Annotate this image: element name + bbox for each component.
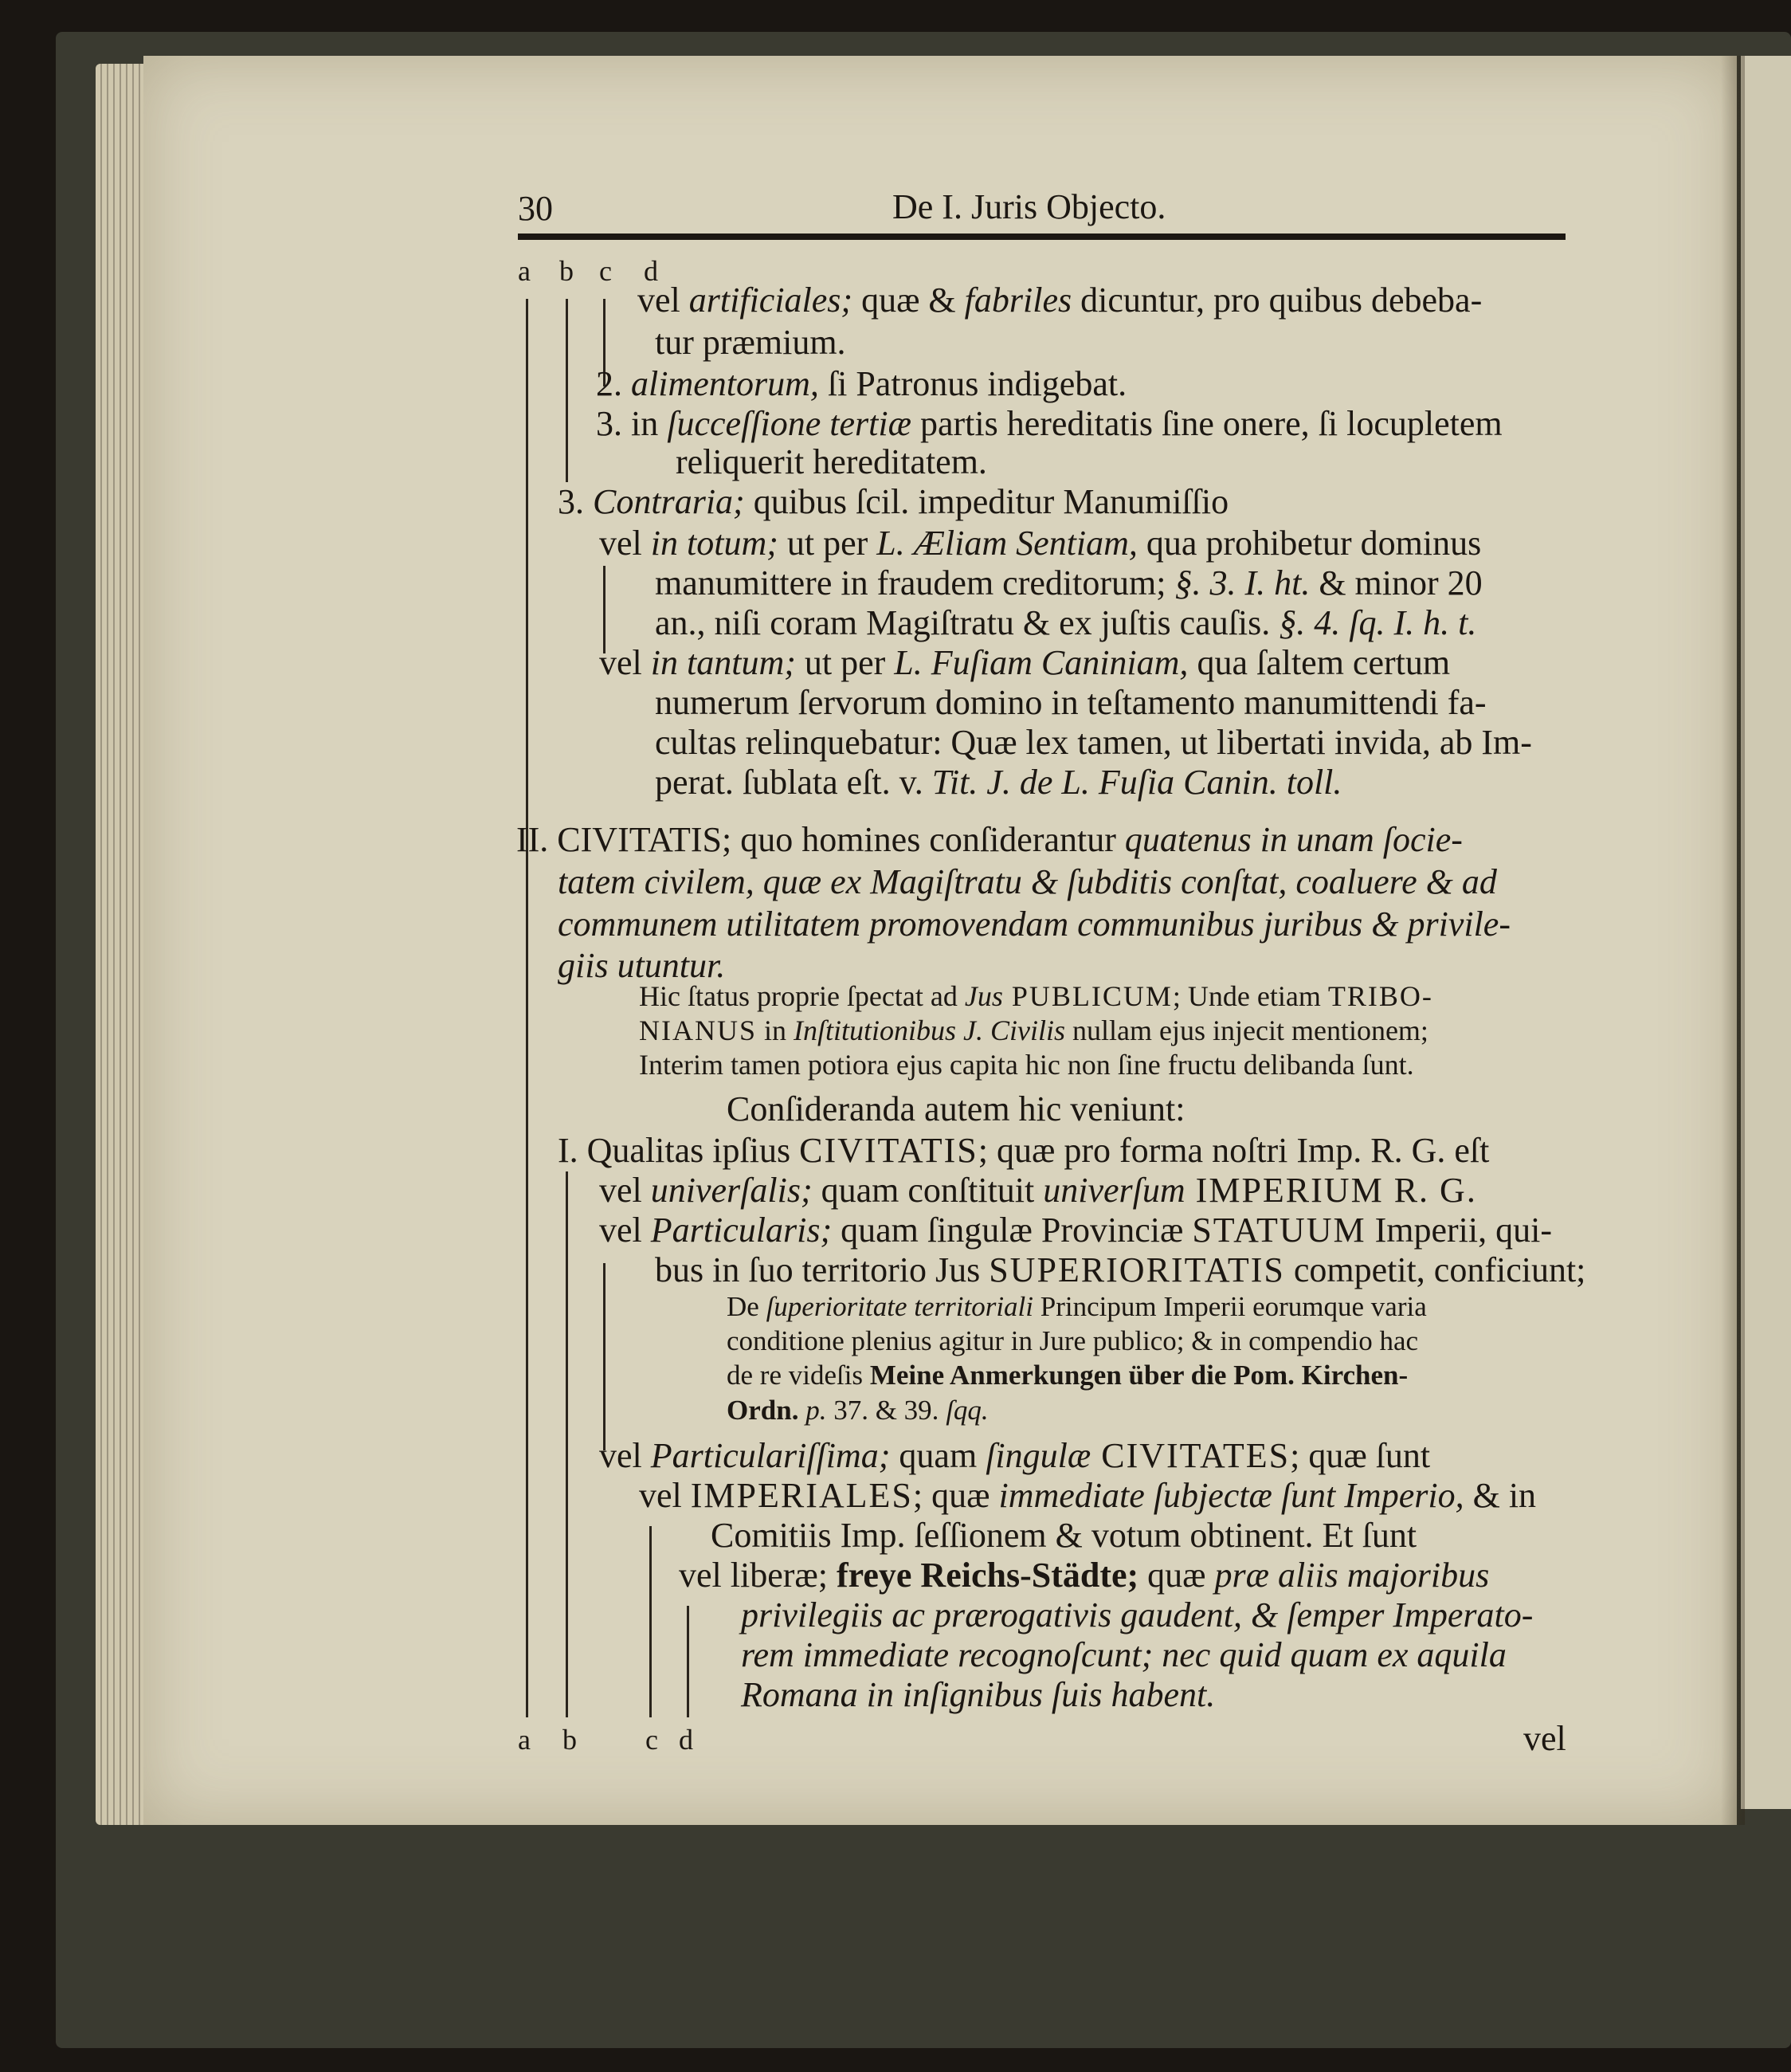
text-segment: univerſum — [1043, 1171, 1186, 1210]
text-line — [727, 1089, 1186, 1128]
text-segment: quam — [890, 1436, 986, 1475]
text-segment: Inſtitutionibus J. Civilis — [794, 1014, 1066, 1046]
text-segment: quibus ſcil. impeditur Manumiſſio — [744, 482, 1229, 521]
text-line — [599, 643, 1451, 682]
text-segment: ſuperioritate territoriali — [766, 1291, 1033, 1322]
text-segment: PUBLICUM — [1002, 980, 1173, 1012]
text-segment: privilegiis ac prærogativis gaudent, & ſemper Imperato- — [741, 1595, 1534, 1634]
bracket-bar-b-upper — [566, 299, 568, 482]
text-segment: alimentorum, — [631, 364, 819, 403]
text-segment: rem immediate recognoſcunt; nec quid quam ex aquila — [741, 1635, 1507, 1674]
text-segment: Interim tamen potiora ejus capita hic non ſine fructu delibanda ſunt. — [639, 1049, 1414, 1081]
text-segment: 3. — [558, 482, 593, 521]
text-segment: IMPERIUM R. G. — [1185, 1171, 1477, 1210]
text-segment: freye Reichs-Städte; — [836, 1556, 1139, 1595]
text-segment: competit, conficiunt; — [1284, 1250, 1586, 1289]
text-line — [516, 822, 1463, 857]
text-segment — [798, 1395, 805, 1426]
text-line — [639, 1050, 1414, 1079]
bracket-bar-c-mid — [603, 566, 605, 653]
text-line — [599, 1213, 1552, 1248]
text-segment: vel — [599, 643, 651, 682]
text-segment: ſqq. — [946, 1395, 989, 1426]
catchword: vel — [1523, 1719, 1566, 1758]
text-segment: 2. — [596, 364, 631, 403]
text-segment: fabriles — [964, 281, 1072, 320]
text-segment: conditione plenius agitur in Jure publico; & in compendio hac — [727, 1325, 1419, 1356]
bracket-bar-b-lower — [566, 1171, 568, 1717]
text-segment: Tit. J. de L. Fuſia Canin. toll. — [931, 763, 1342, 802]
text-line — [655, 1250, 1586, 1289]
text-segment: De — [727, 1291, 766, 1322]
text-segment: ut per — [778, 524, 877, 563]
text-segment: IMPERIALES — [690, 1476, 913, 1515]
column-marker-top-c: c — [599, 255, 612, 287]
column-marker-bottom-b: b — [562, 1724, 577, 1756]
text-segment: ut per — [795, 643, 895, 682]
column-marker-bottom-a: a — [518, 1724, 531, 1756]
text-segment: vel — [637, 281, 689, 320]
text-segment: ſingulæ — [986, 1436, 1091, 1475]
text-line — [727, 1361, 1408, 1389]
text-line — [558, 862, 1497, 901]
running-title: De I. Juris Objecto. — [892, 187, 1166, 226]
text-segment: qua ſaltem certum — [1188, 643, 1451, 682]
text-line — [679, 1558, 1489, 1593]
text-segment: Particularis; — [650, 1211, 833, 1250]
column-marker-top-a: a — [518, 255, 531, 287]
text-line — [599, 1173, 1477, 1208]
text-segment: §. 3. I. ht. — [1174, 563, 1311, 602]
text-segment: communem utilitatem promovendam communibus juribus & privile- — [558, 905, 1511, 944]
text-segment: quam conſtituit — [812, 1171, 1044, 1210]
text-segment: manumittere in fraudem creditorum; — [655, 563, 1175, 602]
text-line — [676, 442, 987, 481]
text-segment: numerum ſervorum domino in teſtamento manumittendi fa- — [655, 683, 1487, 722]
text-segment: vel — [599, 1211, 651, 1250]
text-segment: giis utuntur. — [558, 946, 726, 985]
text-segment: an., niſi coram Magiſtratu & ex juſtis cauſis. — [655, 603, 1280, 642]
text-segment: p. — [805, 1395, 827, 1426]
column-marker-bottom-d: d — [679, 1724, 693, 1756]
text-segment: Jus — [964, 980, 1003, 1012]
text-segment: Romana in inſignibus ſuis habent. — [741, 1675, 1216, 1714]
text-segment: immediate ſubjectæ ſunt Imperio, — [998, 1476, 1464, 1515]
text-segment: ; quæ pro forma noſtri Imp. R. G. eſt — [978, 1131, 1490, 1170]
text-segment: tur præmium. — [655, 323, 846, 362]
text-segment: perat. ſublata eſt. v. — [655, 763, 932, 802]
text-segment: quam ſingulæ Provinciæ — [832, 1211, 1193, 1250]
text-segment: L. Æliam Sentiam, — [876, 524, 1138, 563]
text-line — [655, 603, 1477, 642]
page-gutter-shadow — [1721, 56, 1745, 1825]
bracket-bar-c-lower — [649, 1526, 652, 1717]
column-marker-top-d: d — [644, 255, 658, 287]
text-segment: & in — [1464, 1476, 1537, 1515]
header-rule — [518, 233, 1566, 240]
text-line — [655, 685, 1487, 720]
text-segment: I. Qualitas ipſius — [558, 1131, 800, 1170]
text-line — [727, 1293, 1427, 1321]
text-segment: CIVITATES — [1091, 1436, 1291, 1475]
text-line — [596, 406, 1503, 441]
text-segment: de re videſis — [727, 1360, 870, 1391]
text-segment: ; quæ — [912, 1476, 999, 1515]
text-line — [727, 1396, 989, 1424]
text-segment: Hic ſtatus proprie ſpectat ad — [639, 980, 965, 1012]
text-line — [558, 482, 1229, 521]
text-segment: Contraria; — [593, 482, 745, 521]
text-segment: vel — [599, 524, 651, 563]
text-segment: L. Fuſiam Caniniam, — [894, 643, 1189, 682]
text-segment: tatem civilem, quæ ex Magiſtratu & ſubditis conſtat, coaluere & ad — [558, 862, 1497, 901]
text-segment: cultas relinquebatur: Quæ lex tamen, ut libertati invida, ab Im- — [655, 723, 1532, 762]
text-line — [558, 1133, 1489, 1168]
text-line — [558, 948, 725, 983]
text-segment: vel — [599, 1436, 651, 1475]
text-segment: ; quæ ſunt — [1290, 1436, 1431, 1475]
text-segment: §. 4. ſq. I. h. t. — [1279, 603, 1477, 642]
text-segment: CIVITATIS — [799, 1131, 978, 1170]
text-segment: præ aliis majoribus — [1214, 1556, 1490, 1595]
text-segment: Particulariſſima; — [650, 1436, 891, 1475]
text-segment: vel — [639, 1476, 691, 1515]
text-segment: artificiales; — [688, 281, 853, 320]
text-line — [655, 765, 1342, 800]
text-segment: quatenus in unam ſocie- — [1124, 820, 1463, 859]
text-segment: 37. & 39. — [826, 1395, 946, 1426]
text-line — [639, 982, 1433, 1010]
text-segment: dicuntur, pro quibus debeba- — [1072, 281, 1483, 320]
text-segment: in totum; — [650, 524, 778, 563]
text-segment: reliquerit hereditatem. — [676, 442, 987, 481]
text-segment: nullam ejus injecit mentionem; — [1065, 1014, 1428, 1046]
text-segment: Ordn. — [727, 1395, 799, 1426]
text-line — [741, 1675, 1216, 1714]
bracket-bar-a — [526, 299, 528, 1717]
text-segment: Imperii, qui- — [1366, 1211, 1552, 1250]
text-line — [741, 1635, 1507, 1674]
text-segment: ſucceſſione tertiæ — [667, 404, 911, 443]
text-segment: quæ & — [852, 281, 965, 320]
column-marker-top-b: b — [559, 255, 574, 287]
text-line — [639, 1478, 1536, 1513]
text-segment: 3. in — [596, 404, 668, 443]
text-segment: bus in ſuo territorio Jus — [655, 1250, 990, 1289]
text-line — [637, 283, 1482, 318]
text-segment: qua prohibetur dominus — [1137, 524, 1482, 563]
text-segment: Conſideranda autem hic veniunt: — [727, 1089, 1186, 1128]
text-line — [558, 907, 1511, 942]
bracket-bar-d-lower — [687, 1606, 689, 1717]
text-segment: TRIBO- — [1327, 980, 1433, 1012]
text-segment: ſi Patronus indigebat. — [818, 364, 1127, 403]
text-line — [655, 325, 846, 360]
text-segment: in tantum; — [650, 643, 796, 682]
text-line — [655, 563, 1483, 602]
text-segment: vel liberæ; — [679, 1556, 837, 1595]
page-number: 30 — [518, 189, 553, 228]
text-line — [596, 364, 1127, 403]
text-segment: partis hereditatis ſine onere, ſi locupletem — [911, 404, 1503, 443]
text-line — [711, 1518, 1417, 1553]
text-segment: in — [757, 1014, 794, 1046]
text-segment: ; Unde etiam — [1172, 980, 1328, 1012]
text-segment: STATUUM — [1192, 1211, 1366, 1250]
bracket-bar-c-notes — [603, 1263, 605, 1450]
text-segment: vel — [599, 1171, 651, 1210]
text-segment: Comitiis Imp. ſeſſionem & votum obtinent. Et ſunt — [711, 1516, 1417, 1555]
text-segment: NIANUS — [639, 1014, 758, 1046]
text-line — [599, 1438, 1430, 1474]
text-segment: SUPERIORITATIS — [989, 1250, 1285, 1289]
text-segment: univerſalis; — [650, 1171, 813, 1210]
text-segment: Meine Anmerkungen über die Pom. Kirchen- — [869, 1360, 1409, 1391]
facing-page-edge — [1741, 56, 1791, 1809]
text-line — [655, 725, 1532, 760]
column-marker-bottom-c: c — [645, 1724, 658, 1756]
text-line — [639, 1016, 1428, 1045]
text-segment: & minor 20 — [1310, 563, 1483, 602]
text-segment: Principum Imperii eorumque varia — [1033, 1291, 1427, 1322]
text-line — [727, 1327, 1418, 1355]
text-segment: quæ — [1138, 1556, 1215, 1595]
text-segment: II. CIVITATIS; quo homines conſiderantur — [516, 820, 1125, 859]
text-line — [741, 1595, 1534, 1634]
text-line — [599, 526, 1481, 561]
